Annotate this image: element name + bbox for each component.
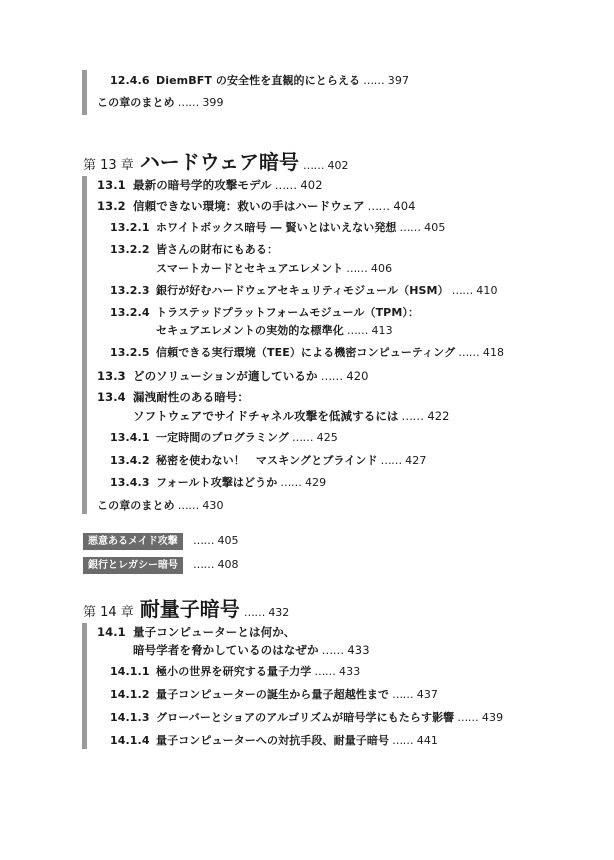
summary-title: この章のまとめ: [97, 499, 175, 512]
chapter-label: 第 14 章: [83, 605, 134, 620]
toc-entry-13-2-1: [110, 221, 445, 235]
section-bar-prev: [82, 70, 87, 115]
leader-dots: ……: [458, 346, 480, 359]
entry-page: 410: [476, 284, 498, 297]
entry-title-continued: 暗号学者を脅かしているのはなぜか: [133, 643, 319, 657]
entry-number: 14.1.4: [110, 734, 150, 747]
entry-number: 13.2: [97, 199, 126, 213]
leader-dots: ……: [320, 369, 343, 383]
entry-number: 13.4.1: [110, 431, 150, 444]
column-page: 405: [217, 534, 239, 547]
column-label-legacy: 銀行とレガシー暗号: [83, 557, 183, 574]
column-page-legacy: [193, 558, 239, 571]
leader-dots: ……: [193, 558, 214, 571]
entry-number: 13.2.3: [110, 284, 150, 297]
entry-number: 13.4.3: [110, 476, 150, 489]
column-page: 408: [217, 558, 239, 571]
entry-number: 13.1: [97, 178, 126, 192]
entry-title: 信頼できない環境：救いの手はハードウェア: [133, 199, 365, 213]
entry-page: 439: [481, 711, 504, 724]
entry-title-continued: ソフトウェアでサイドチャネル攻撃を低減するには: [133, 409, 399, 423]
leader-dots: ……: [243, 606, 265, 619]
entry-number: 14.1.3: [110, 711, 150, 724]
leader-dots: ……: [399, 221, 421, 234]
leader-dots: ……: [280, 476, 302, 489]
entry-page: 422: [427, 409, 450, 423]
entry-page: 429: [304, 476, 327, 489]
column-label-maid: 悪意あるメイド攻撃: [83, 533, 183, 550]
leader-dots: ……: [321, 643, 344, 657]
entry-page: 397: [387, 74, 410, 87]
entry-title: フォールト攻撃はどうか: [156, 476, 278, 489]
chapter-page: 432: [268, 606, 290, 619]
entry-title: 量子コンピューターへの対抗手段、耐量子暗号: [156, 734, 390, 747]
entry-page: 404: [393, 199, 416, 213]
entry-title-continued: スマートカードとセキュアエレメント: [156, 262, 344, 275]
entry-number: 13.2.2: [110, 243, 150, 256]
entry-number: 14.1: [97, 625, 126, 639]
entry-title: 皆さんの財布にもある：: [156, 243, 279, 256]
leader-dots: ……: [363, 74, 385, 87]
toc-entry-13-1: [97, 178, 323, 192]
toc-summary-prev: [97, 96, 224, 110]
entry-title: 量子コンピューターの誕生から量子超越性まで: [156, 688, 390, 701]
entry-page: 433: [339, 665, 361, 678]
entry-title: 秘密を使わない！ マスキングとブラインド: [156, 454, 378, 467]
summary-page: 399: [202, 96, 224, 109]
summary-page: 430: [202, 499, 224, 512]
entry-number: 13.2.1: [110, 221, 150, 234]
chapter-title: ハードウェア暗号: [139, 150, 300, 174]
leader-dots: ……: [303, 159, 325, 172]
entry-page: 433: [347, 643, 370, 657]
toc-entry-13-4-1: [110, 431, 338, 445]
entry-number: 13.4.2: [110, 454, 150, 467]
chapter-page: 402: [327, 159, 349, 172]
entry-page: 420: [346, 369, 369, 383]
chapter-title: 耐量子暗号: [139, 597, 240, 621]
entry-title: 極小の世界を研究する量子力学: [156, 665, 312, 678]
entry-title: 量子コンピューターとは何か、: [133, 625, 296, 639]
leader-dots: ……: [291, 431, 313, 444]
leader-dots: ……: [451, 284, 473, 297]
entry-title: 一定時間のプログラミング: [156, 431, 289, 444]
entry-title: DiemBFT の安全性を直観的にとらえる: [156, 74, 361, 87]
toc-entry-14-1-cont: [133, 643, 370, 657]
chapter-label: 第 13 章: [83, 158, 134, 173]
section-bar-ch13: [82, 176, 87, 514]
leader-dots: ……: [392, 734, 414, 747]
toc-entry-14-1-1: [110, 665, 360, 679]
leader-dots: ……: [177, 96, 199, 109]
entry-number: 13.3: [97, 369, 126, 383]
toc-entry-13-2-5: [110, 346, 504, 360]
toc-entry-14-1-3: [110, 711, 503, 725]
entry-page: 441: [416, 734, 439, 747]
toc-entry-13-2: [97, 199, 416, 213]
toc-entry-14-1: [97, 625, 295, 639]
toc-summary-ch13: [97, 499, 224, 513]
leader-dots: ……: [380, 454, 402, 467]
toc-entry-13-4-cont: [133, 409, 450, 423]
column-page-maid: [193, 534, 239, 547]
leader-dots: ……: [346, 262, 368, 275]
entry-title: グローバーとショアのアルゴリズムが暗号学にもたらす影響: [156, 711, 455, 724]
leader-dots: ……: [274, 178, 297, 192]
entry-number: 13.4: [97, 390, 126, 404]
toc-entry-13-4-3: [110, 476, 326, 490]
toc-entry-13-2-4-cont: [156, 324, 393, 338]
leader-dots: ……: [177, 499, 199, 512]
toc-entry-13-4: [97, 390, 249, 404]
toc-entry-13-3: [97, 369, 369, 383]
leader-dots: ……: [401, 409, 424, 423]
entry-number: 13.2.5: [110, 346, 150, 359]
entry-number: 14.1.1: [110, 665, 150, 678]
entry-title: 銀行が好むハードウェアセキュリティモジュール（HSM）: [156, 284, 449, 297]
leader-dots: ……: [314, 665, 336, 678]
toc-entry-12-4-6: [110, 74, 409, 88]
chapter-14-heading: [83, 593, 289, 622]
section-bar-ch14: [82, 623, 87, 749]
entry-title: どのソリューションが適しているか: [133, 369, 318, 383]
leader-dots: ……: [346, 324, 368, 337]
entry-title: 最新の暗号学的攻撃モデル: [133, 178, 272, 192]
summary-title: この章のまとめ: [97, 96, 175, 109]
toc-entry-13-2-3: [110, 284, 498, 298]
entry-page: 405: [424, 221, 446, 234]
entry-title-continued: セキュアエレメントの実効的な標準化: [156, 324, 344, 337]
toc-entry-13-4-2: [110, 454, 426, 468]
leader-dots: ……: [367, 199, 390, 213]
entry-title: 漏洩耐性のある暗号：: [133, 390, 249, 404]
entry-number: 13.2.4: [110, 306, 150, 319]
entry-page: 402: [300, 178, 323, 192]
toc-entry-14-1-2: [110, 688, 438, 702]
entry-page: 425: [316, 431, 338, 444]
entry-title: 信頼できる実行環境（TEE）による機密コンピューティング: [156, 346, 456, 359]
entry-title: トラステッドプラットフォームモジュール（TPM）：: [156, 306, 420, 319]
entry-page: 418: [482, 346, 505, 359]
entry-number: 12.4.6: [110, 74, 150, 87]
leader-dots: ……: [193, 534, 214, 547]
entry-page: 437: [416, 688, 439, 701]
chapter-13-heading: [83, 146, 349, 175]
leader-dots: ……: [392, 688, 414, 701]
toc-entry-14-1-4: [110, 734, 438, 748]
entry-number: 14.1.2: [110, 688, 150, 701]
toc-entry-13-2-2-cont: [156, 262, 392, 276]
entry-page: 406: [370, 262, 393, 275]
entry-page: 427: [405, 454, 427, 467]
toc-entry-13-2-4: [110, 306, 419, 320]
entry-title: ホワイトボックス暗号 ― 賢いとはいえない発想: [156, 221, 397, 234]
leader-dots: ……: [457, 711, 479, 724]
toc-entry-13-2-2: [110, 243, 278, 257]
entry-page: 413: [371, 324, 393, 337]
